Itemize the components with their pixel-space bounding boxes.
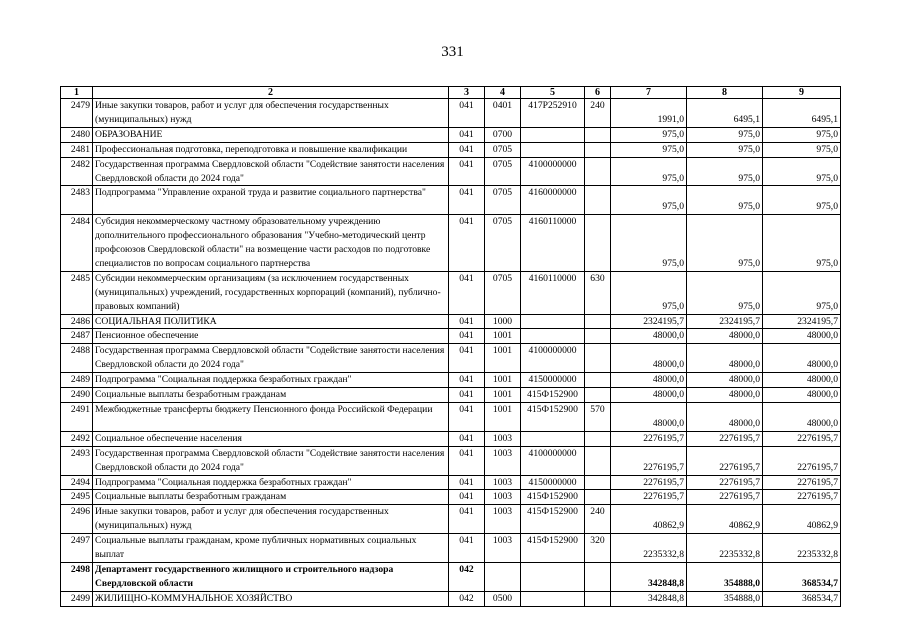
amount-year-2: 975,0 <box>687 142 763 157</box>
row-name: Межбюджетные трансферты бюджету Пенсионного фонда Российской Федерации <box>93 403 449 432</box>
chapter-code: 041 <box>449 446 485 475</box>
target-code: 4150000000 <box>521 475 585 490</box>
amount-year-3: 48000,0 <box>763 373 841 388</box>
amount-year-3: 975,0 <box>763 271 841 314</box>
amount-year-2: 2276195,7 <box>687 431 763 446</box>
row-number: 2486 <box>61 314 93 329</box>
row-name: Иные закупки товаров, работ и услуг для обеспечения государственных (муниципальных) нужд <box>93 99 449 128</box>
row-name: Пенсионное обеспечение <box>93 329 449 344</box>
target-code: 4160000000 <box>521 186 585 215</box>
chapter-code: 041 <box>449 127 485 142</box>
amount-year-2: 2276195,7 <box>687 446 763 475</box>
row-name: Профессиональная подготовка, переподготовка и повышение квалификации <box>93 142 449 157</box>
amount-year-2: 2324195,7 <box>687 314 763 329</box>
expense-type-code <box>585 373 611 388</box>
chapter-code: 041 <box>449 475 485 490</box>
row-number: 2492 <box>61 431 93 446</box>
row-number: 2490 <box>61 388 93 403</box>
row-name: Иные закупки товаров, работ и услуг для обеспечения государственных (муниципальных) нужд <box>93 505 449 534</box>
chapter-code: 041 <box>449 388 485 403</box>
header-row <box>61 87 841 99</box>
chapter-code: 041 <box>449 329 485 344</box>
expense-type-code <box>585 431 611 446</box>
row-number: 2496 <box>61 505 93 534</box>
row-name: Социальные выплаты гражданам, кроме публичных нормативных социальных выплат <box>93 534 449 563</box>
section-code: 0705 <box>485 271 521 314</box>
section-code: 0500 <box>485 591 521 606</box>
chapter-code: 041 <box>449 215 485 272</box>
chapter-code: 042 <box>449 562 485 591</box>
row-name: Субсидия некоммерческому частному образовательному учреждению дополнительного профессионального образования "Учебно-методический центр профсоюзов Свердловской области" на возмещение части расходов по подготовке специалистов по вопросам социального партнерства <box>93 215 449 272</box>
table-row <box>61 344 841 373</box>
header-cell: 2 <box>93 87 449 99</box>
target-code <box>521 562 585 591</box>
amount-year-3: 2276195,7 <box>763 446 841 475</box>
row-name: Субсидии некоммерческим организациям (за исключением государственных (муниципальных) учреждений, государственных корпораций (компаний), публично-правовых компаний) <box>93 271 449 314</box>
amount-year-3: 40862,9 <box>763 505 841 534</box>
chapter-code: 041 <box>449 505 485 534</box>
section-code: 0705 <box>485 157 521 186</box>
amount-year-3: 368534,7 <box>763 562 841 591</box>
expense-type-code <box>585 127 611 142</box>
chapter-code: 041 <box>449 534 485 563</box>
expense-type-code <box>585 591 611 606</box>
amount-year-2: 2276195,7 <box>687 490 763 505</box>
target-code: 4100000000 <box>521 446 585 475</box>
amount-year-1: 342848,8 <box>611 591 687 606</box>
section-code: 1001 <box>485 388 521 403</box>
row-number: 2483 <box>61 186 93 215</box>
section-code: 1001 <box>485 403 521 432</box>
section-code: 0705 <box>485 215 521 272</box>
amount-year-3: 48000,0 <box>763 329 841 344</box>
amount-year-2: 48000,0 <box>687 373 763 388</box>
amount-year-3: 2235332,8 <box>763 534 841 563</box>
amount-year-1: 342848,8 <box>611 562 687 591</box>
table-row <box>61 271 841 314</box>
row-name: Подпрограмма "Управление охраной труда и развитие социального партнерства" <box>93 186 449 215</box>
row-name: ОБРАЗОВАНИЕ <box>93 127 449 142</box>
target-code: 415Ф152900 <box>521 490 585 505</box>
chapter-code: 041 <box>449 142 485 157</box>
amount-year-3: 2276195,7 <box>763 490 841 505</box>
expense-type-code: 240 <box>585 505 611 534</box>
amount-year-3: 975,0 <box>763 142 841 157</box>
target-code <box>521 431 585 446</box>
amount-year-1: 48000,0 <box>611 329 687 344</box>
target-code: 415Ф152900 <box>521 505 585 534</box>
section-code: 1000 <box>485 314 521 329</box>
row-number: 2495 <box>61 490 93 505</box>
table-row <box>61 142 841 157</box>
table-row <box>61 562 841 591</box>
expense-type-code <box>585 344 611 373</box>
amount-year-1: 2276195,7 <box>611 431 687 446</box>
section-code: 0401 <box>485 99 521 128</box>
target-code: 417P252910 <box>521 99 585 128</box>
section-code: 1001 <box>485 329 521 344</box>
amount-year-2: 975,0 <box>687 186 763 215</box>
section-code: 1001 <box>485 373 521 388</box>
row-name: Государственная программа Свердловской области "Содействие занятости населения Свердловской области до 2024 года" <box>93 157 449 186</box>
amount-year-2: 354888,0 <box>687 591 763 606</box>
expense-type-code: 320 <box>585 534 611 563</box>
row-number: 2499 <box>61 591 93 606</box>
amount-year-3: 2276195,7 <box>763 475 841 490</box>
table-row <box>61 215 841 272</box>
section-code: 1003 <box>485 534 521 563</box>
row-number: 2489 <box>61 373 93 388</box>
table-row <box>61 388 841 403</box>
row-number: 2487 <box>61 329 93 344</box>
amount-year-1: 40862,9 <box>611 505 687 534</box>
amount-year-2: 2276195,7 <box>687 475 763 490</box>
amount-year-3: 975,0 <box>763 215 841 272</box>
table-row <box>61 373 841 388</box>
table-row <box>61 505 841 534</box>
row-number: 2491 <box>61 403 93 432</box>
amount-year-1: 975,0 <box>611 127 687 142</box>
amount-year-2: 975,0 <box>687 127 763 142</box>
amount-year-1: 975,0 <box>611 142 687 157</box>
target-code: 4160110000 <box>521 215 585 272</box>
amount-year-3: 6495,1 <box>763 99 841 128</box>
header-cell: 6 <box>585 87 611 99</box>
header-cell: 9 <box>763 87 841 99</box>
table-row <box>61 329 841 344</box>
header-cell: 4 <box>485 87 521 99</box>
chapter-code: 041 <box>449 431 485 446</box>
expense-type-code <box>585 186 611 215</box>
amount-year-1: 975,0 <box>611 215 687 272</box>
amount-year-3: 975,0 <box>763 157 841 186</box>
amount-year-2: 354888,0 <box>687 562 763 591</box>
amount-year-2: 48000,0 <box>687 403 763 432</box>
expense-type-code <box>585 157 611 186</box>
row-number: 2493 <box>61 446 93 475</box>
table-row <box>61 99 841 128</box>
row-number: 2481 <box>61 142 93 157</box>
row-number: 2494 <box>61 475 93 490</box>
expense-type-code <box>585 388 611 403</box>
amount-year-2: 48000,0 <box>687 344 763 373</box>
target-code: 4100000000 <box>521 157 585 186</box>
amount-year-1: 2276195,7 <box>611 446 687 475</box>
amount-year-1: 48000,0 <box>611 373 687 388</box>
row-name: Социальное обеспечение населения <box>93 431 449 446</box>
row-name: Социальные выплаты безработным гражданам <box>93 388 449 403</box>
row-number: 2497 <box>61 534 93 563</box>
page-number: 331 <box>441 44 464 60</box>
target-code: 415Ф152900 <box>521 388 585 403</box>
chapter-code: 041 <box>449 373 485 388</box>
section-code: 0705 <box>485 186 521 215</box>
header-cell: 8 <box>687 87 763 99</box>
expense-type-code <box>585 329 611 344</box>
amount-year-1: 2235332,8 <box>611 534 687 563</box>
section-code: 1001 <box>485 344 521 373</box>
section-code <box>485 562 521 591</box>
row-number: 2488 <box>61 344 93 373</box>
amount-year-1: 975,0 <box>611 157 687 186</box>
row-name: Департамент государственного жилищного и строительного надзора Свердловской области <box>93 562 449 591</box>
table-body <box>61 99 841 607</box>
amount-year-3: 368534,7 <box>763 591 841 606</box>
amount-year-1: 2276195,7 <box>611 475 687 490</box>
section-code: 1003 <box>485 505 521 534</box>
chapter-code: 041 <box>449 403 485 432</box>
amount-year-2: 40862,9 <box>687 505 763 534</box>
expense-type-code <box>585 215 611 272</box>
chapter-code: 041 <box>449 490 485 505</box>
row-number: 2480 <box>61 127 93 142</box>
expense-type-code <box>585 314 611 329</box>
chapter-code: 042 <box>449 591 485 606</box>
section-code: 1003 <box>485 475 521 490</box>
amount-year-3: 48000,0 <box>763 403 841 432</box>
row-number: 2498 <box>61 562 93 591</box>
table-row <box>61 127 841 142</box>
section-code: 0705 <box>485 142 521 157</box>
row-number: 2484 <box>61 215 93 272</box>
table-row <box>61 446 841 475</box>
target-code <box>521 314 585 329</box>
amount-year-1: 975,0 <box>611 271 687 314</box>
target-code: 415Ф152900 <box>521 403 585 432</box>
table-row <box>61 403 841 432</box>
row-name: СОЦИАЛЬНАЯ ПОЛИТИКА <box>93 314 449 329</box>
amount-year-2: 975,0 <box>687 215 763 272</box>
expense-type-code: 240 <box>585 99 611 128</box>
amount-year-2: 6495,1 <box>687 99 763 128</box>
row-name: ЖИЛИЩНО-КОММУНАЛЬНОЕ ХОЗЯЙСТВО <box>93 591 449 606</box>
header-cell: 7 <box>611 87 687 99</box>
amount-year-1: 48000,0 <box>611 388 687 403</box>
target-code: 4100000000 <box>521 344 585 373</box>
section-code: 1003 <box>485 446 521 475</box>
amount-year-1: 48000,0 <box>611 403 687 432</box>
amount-year-1: 975,0 <box>611 186 687 215</box>
row-number: 2482 <box>61 157 93 186</box>
table-row <box>61 534 841 563</box>
table-row <box>61 314 841 329</box>
expense-type-code <box>585 562 611 591</box>
chapter-code: 041 <box>449 186 485 215</box>
target-code <box>521 591 585 606</box>
chapter-code: 041 <box>449 314 485 329</box>
section-code: 1003 <box>485 431 521 446</box>
expense-type-code <box>585 475 611 490</box>
target-code: 415Ф152900 <box>521 534 585 563</box>
row-name: Подпрограмма "Социальная поддержка безработных граждан" <box>93 373 449 388</box>
table-row <box>61 157 841 186</box>
section-code: 0700 <box>485 127 521 142</box>
amount-year-2: 2235332,8 <box>687 534 763 563</box>
expense-type-code: 630 <box>585 271 611 314</box>
amount-year-2: 48000,0 <box>687 329 763 344</box>
amount-year-1: 48000,0 <box>611 344 687 373</box>
amount-year-3: 975,0 <box>763 186 841 215</box>
expense-type-code <box>585 446 611 475</box>
header-cell: 3 <box>449 87 485 99</box>
target-code: 4160110000 <box>521 271 585 314</box>
amount-year-1: 2276195,7 <box>611 490 687 505</box>
expense-type-code <box>585 490 611 505</box>
amount-year-3: 48000,0 <box>763 344 841 373</box>
table-row <box>61 431 841 446</box>
budget-table <box>60 86 841 607</box>
row-number: 2485 <box>61 271 93 314</box>
table-row <box>61 490 841 505</box>
amount-year-1: 2324195,7 <box>611 314 687 329</box>
expense-type-code: 570 <box>585 403 611 432</box>
amount-year-3: 2324195,7 <box>763 314 841 329</box>
amount-year-1: 1991,0 <box>611 99 687 128</box>
row-number: 2479 <box>61 99 93 128</box>
amount-year-3: 2276195,7 <box>763 431 841 446</box>
target-code <box>521 142 585 157</box>
row-name: Подпрограмма "Социальная поддержка безработных граждан" <box>93 475 449 490</box>
amount-year-2: 975,0 <box>687 271 763 314</box>
header-cell: 5 <box>521 87 585 99</box>
expense-type-code <box>585 142 611 157</box>
target-code <box>521 329 585 344</box>
chapter-code: 041 <box>449 157 485 186</box>
chapter-code: 041 <box>449 99 485 128</box>
section-code: 1003 <box>485 490 521 505</box>
table-row <box>61 475 841 490</box>
row-name: Государственная программа Свердловской области "Содействие занятости населения Свердловской области до 2024 года" <box>93 446 449 475</box>
amount-year-2: 975,0 <box>687 157 763 186</box>
target-code: 4150000000 <box>521 373 585 388</box>
table-row <box>61 186 841 215</box>
header-cell: 1 <box>61 87 93 99</box>
chapter-code: 041 <box>449 344 485 373</box>
row-name: Государственная программа Свердловской области "Содействие занятости населения Свердловской области до 2024 года" <box>93 344 449 373</box>
chapter-code: 041 <box>449 271 485 314</box>
amount-year-3: 48000,0 <box>763 388 841 403</box>
table-row <box>61 591 841 606</box>
amount-year-2: 48000,0 <box>687 388 763 403</box>
amount-year-3: 975,0 <box>763 127 841 142</box>
row-name: Социальные выплаты безработным гражданам <box>93 490 449 505</box>
target-code <box>521 127 585 142</box>
